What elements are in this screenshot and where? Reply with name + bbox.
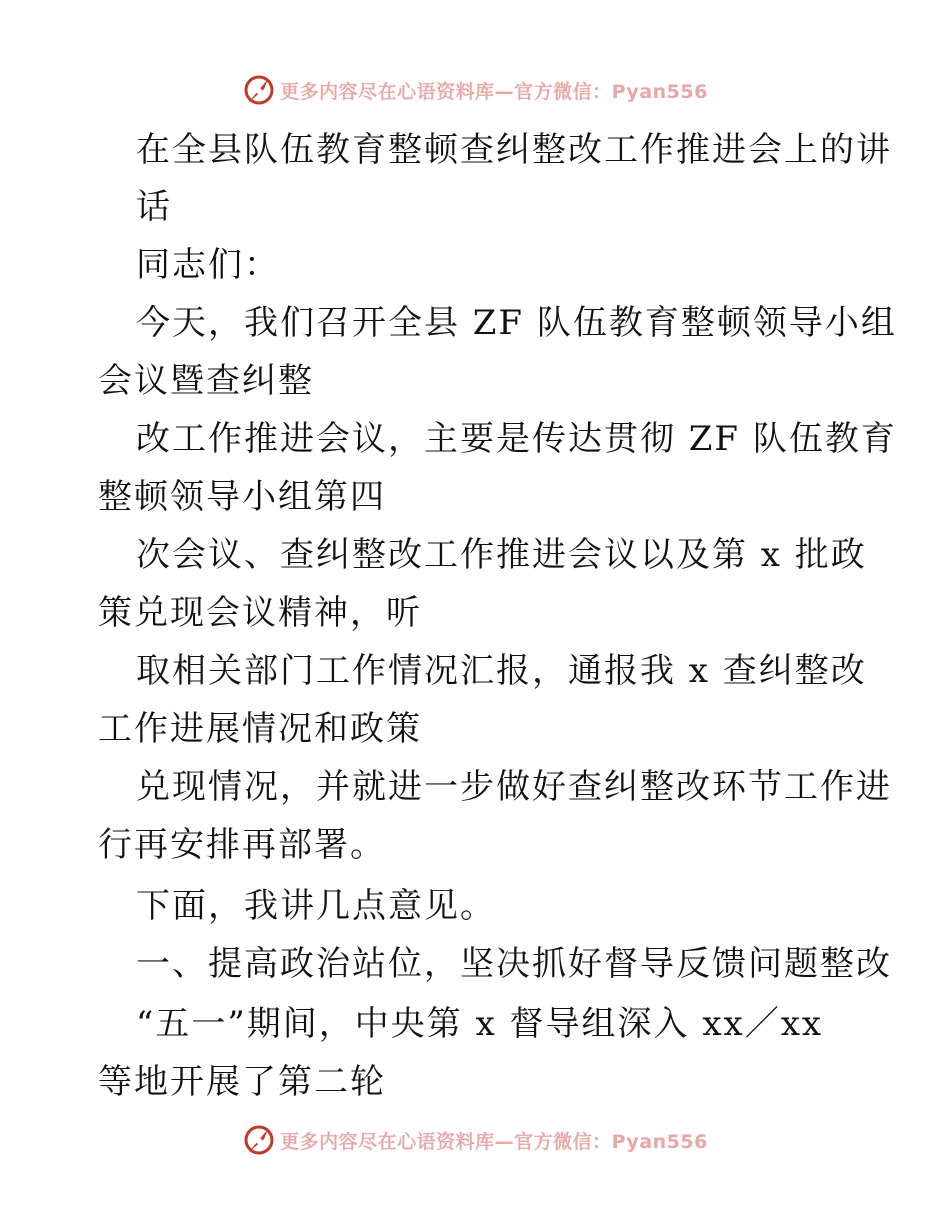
footer-watermark <box>0 1120 950 1160</box>
watermark-text: 更多内容尽在心语资料库—官方微信：Pyan556 <box>280 1130 708 1153</box>
paragraph-line: 等地开展了第二轮 <box>98 1062 386 1102</box>
title-line-2: 话 <box>136 187 172 227</box>
paragraph-line: 今天，我们召开全县 ZF 队伍教育整顿领导小组 <box>136 303 897 343</box>
quill-circle-logo <box>242 1123 276 1157</box>
paragraph-line: 取相关部门工作情况汇报，通报我 x 查纠整改 <box>136 651 867 691</box>
title-line-1: 在全县队伍教育整顿查纠整改工作推进会上的讲 <box>136 130 892 170</box>
paragraph-line: 改工作推进会议，主要是传达贯彻 ZF 队伍教育 <box>136 419 897 459</box>
paragraph-line: 会议暨查纠整 <box>98 361 314 401</box>
watermark-text: 更多内容尽在心语资料库—官方微信：Pyan556 <box>280 80 708 103</box>
paragraph-line: 工作进展情况和政策 <box>98 709 422 749</box>
salutation: 同志们： <box>136 245 280 285</box>
paragraph-line: 策兑现会议精神，听 <box>98 593 422 633</box>
paragraph-line: 下面，我讲几点意见。 <box>136 886 496 926</box>
paragraph-line: 兑现情况，并就进一步做好查纠整改环节工作进 <box>136 767 892 807</box>
quill-circle-logo <box>242 73 276 107</box>
paragraph-line: 行再安排再部署。 <box>98 825 386 865</box>
paragraph-line: 整顿领导小组第四 <box>98 477 386 517</box>
paragraph-line: “五一”期间，中央第 x 督导组深入 xx／xx <box>136 1004 824 1044</box>
paragraph-line: 次会议、查纠整改工作推进会议以及第 x 批政 <box>136 535 867 575</box>
section-heading: 一、提高政治站位，坚决抓好督导反馈问题整改 <box>136 944 892 984</box>
header-watermark <box>0 70 950 110</box>
